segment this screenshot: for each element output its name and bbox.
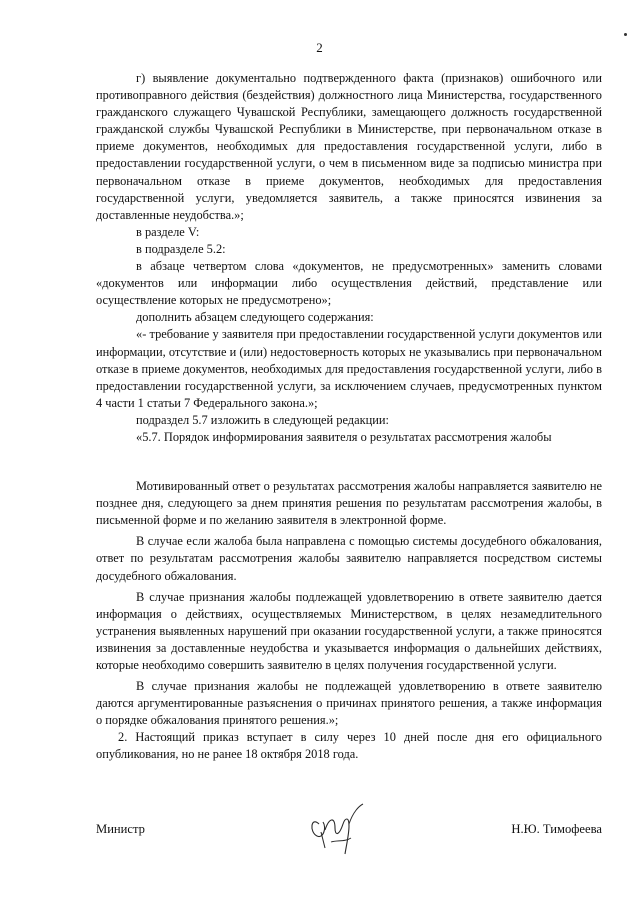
paragraph-add-clause: дополнить абзацем следующего содержания:: [136, 310, 374, 325]
scan-speck: [624, 33, 627, 36]
document-body: [96, 70, 602, 764]
paragraph-complaint-rejected: В случае признания жалобы не подлежащей удовлетворению в ответе заявителю даются аргументированные разъяснения о причинах принятого решения, а также информация о порядке обжалования принятого решения.»;: [96, 679, 602, 728]
paragraph-complaint-satisfied: В случае признания жалобы подлежащей удовлетворению в ответе заявителю дается информация о действиях, осуществляемых Министерством, в целях незамедлительного устранения выявленных нарушений при оказании государственной услуги, а также приносятся извинения за доставленные неудобства и указывается информация о дальнейших действиях, которые необходимо совершить заявителю в целях получения государственной услуги.: [96, 589, 602, 672]
page-number: 2: [316, 40, 323, 55]
signatory-name: Н.Ю. Тимофеева: [511, 822, 602, 836]
paragraph-effective-date: 2. Настоящий приказ вступает в силу через 10 дней после дня его официального опубликования, но не ранее 18 октября 2018 года.: [96, 730, 602, 762]
paragraph-motivated-answer: Мотивированный ответ о результатах рассмотрения жалобы направляется заявителю не позднее дня, следующего за днем принятия решения по результатам рассмотрения жалобы, в письменной форме и по желанию заявителя в электронной форме.: [96, 479, 602, 528]
paragraph-replace-words: в абзаце четвертом слова «документов, не предусмотренных» заменить словами «документов или информации либо осуществления действий, представление или осуществление которых не предусмотрено»;: [96, 259, 602, 308]
signatory-position: Министр: [96, 822, 145, 836]
paragraph-section-v: в разделе V:: [136, 224, 200, 239]
paragraph-pretrial-system: В случае если жалоба была направлена с помощью системы досудебного обжалования, ответ по результатам рассмотрения жалобы заявителю направляется посредством системы досудебного обжалования.: [96, 534, 602, 583]
paragraph-requirement-quote: «- требование у заявителя при предоставлении государственной услуги документов или информации, отсутствие и (или) недостоверность которых не указывались при первоначальном отказе в приеме документов, необходимых для предоставления государственной услуги, либо в предоставлении государственной услуги, за исключением случаев, предусмотренных пунктом 4 части 1 статьи 7 Федерального закона.»;: [96, 327, 602, 410]
paragraph-subsection-5-7-intro: подраздел 5.7 изложить в следующей редакции:: [136, 412, 389, 427]
handwritten-signature: [305, 802, 369, 860]
paragraph-5-7-heading: «5.7. Порядок информирования заявителя о результатах рассмотрения жалобы: [136, 429, 552, 444]
paragraph-subsection-5-2: в подразделе 5.2:: [136, 241, 226, 256]
paragraph-item-g: г) выявление документально подтвержденного факта (признаков) ошибочного или противоправного действия (бездействия) должностного лица Министерства, государственного гражданского служащего Чувашской Республики, замещающего должность государственной гражданской службы Чувашской Республики в Министерстве, при первоначальном отказе в приеме документов, необходимых для предоставления государственной услуги, либо в предоставлении государственной услуги, о чем в письменном виде за подписью министра при первоначальном отказе в приеме документов, необходимых для предоставления государственной услуги, уведомляется заявитель, а также приносятся извинения за доставленные неудобства.»;: [96, 71, 602, 222]
